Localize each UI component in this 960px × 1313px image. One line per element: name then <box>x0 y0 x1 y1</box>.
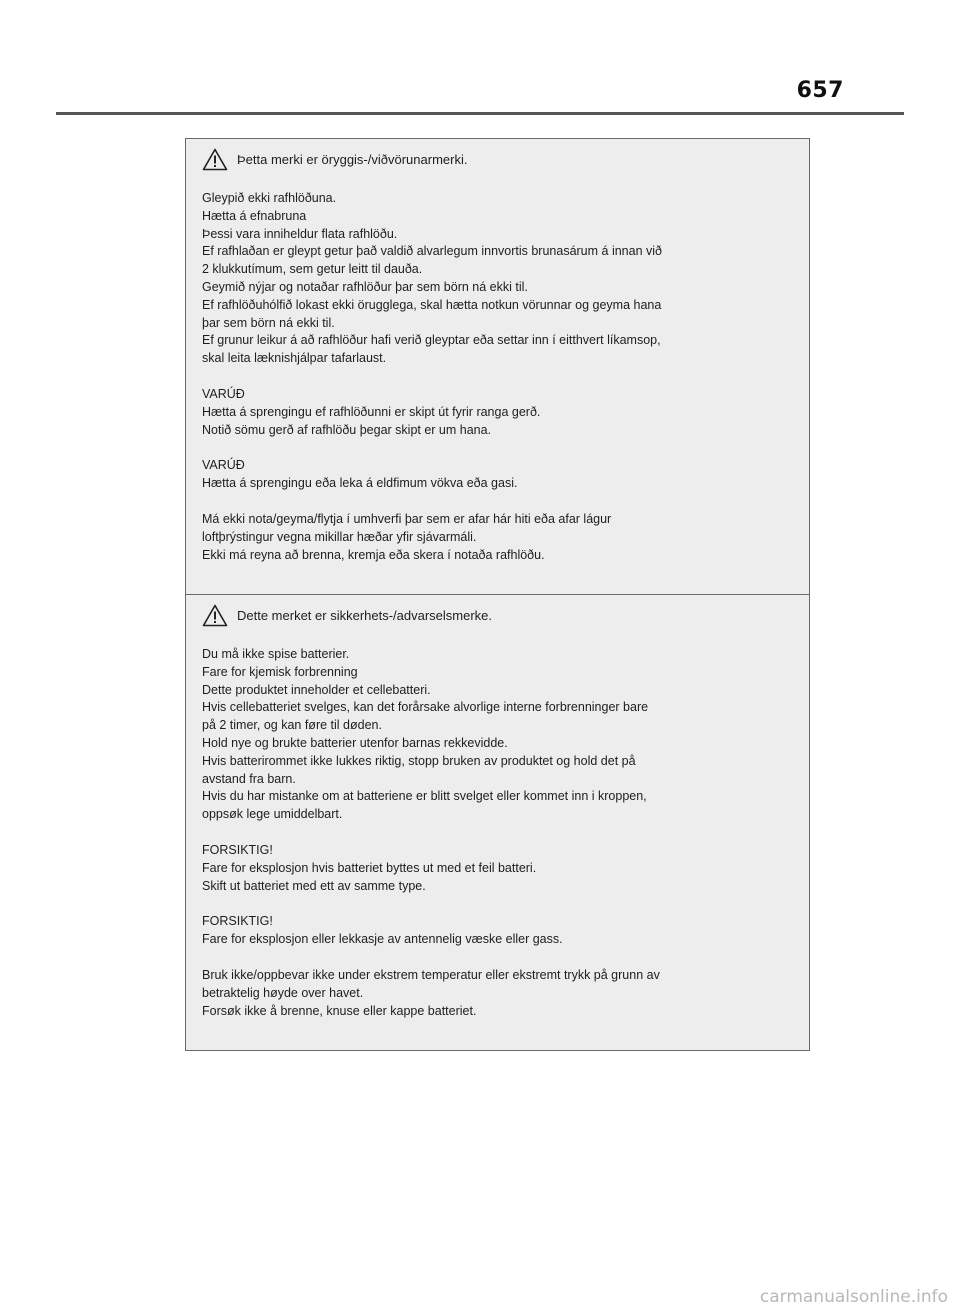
notice-header-text: Þetta merki er öryggis-/viðvörunarmerki. <box>237 151 468 167</box>
notice-block <box>202 457 797 493</box>
notice-line: Hvis du har mistanke om at batteriene er blitt svelget eller kommet inn i kroppen, <box>202 789 647 804</box>
notice-line: FORSIKTIG! <box>202 914 273 929</box>
notice-block <box>202 511 797 564</box>
notice-line: þar sem börn ná ekki til. <box>202 315 335 330</box>
notice-line: Fare for eksplosjon hvis batteriet byttes ut med et feil batteri. <box>202 860 537 875</box>
notice-line: Hvis batterirommet ikke lukkes riktig, stopp bruken av produktet og hold det på <box>202 753 636 768</box>
warning-triangle-icon <box>202 604 228 627</box>
notice-line: FORSIKTIG! <box>202 842 273 857</box>
notice-section-norwegian <box>186 594 809 1050</box>
notice-line: Skift ut batteriet med ett av samme type. <box>202 878 426 893</box>
notice-line: avstand fra barn. <box>202 771 296 786</box>
notice-line: VARÚÐ <box>202 458 245 473</box>
notice-line: Geymið nýjar og notaðar rafhlöður þar sem börn ná ekki til. <box>202 279 528 294</box>
notice-line: skal leita læknishjálpar tafarlaust. <box>202 351 387 366</box>
notice-line: Hvis cellebatteriet svelges, kan det forårsake alvorlige interne forbrenninger bare <box>202 700 649 715</box>
notice-line: Þessi vara inniheldur flata rafhlöðu. <box>202 226 398 241</box>
notice-line: betraktelig høyde over havet. <box>202 985 364 1000</box>
notice-header <box>202 601 797 629</box>
notice-line: Fare for kjemisk forbrenning <box>202 664 358 679</box>
notice-line: på 2 timer, og kan føre til døden. <box>202 718 382 733</box>
footer-watermark: carmanualsonline.info <box>759 1287 948 1307</box>
notice-block <box>202 386 797 439</box>
notice-line: Má ekki nota/geyma/flytja í umhverfi þar sem er afar hár hiti eða afar lágur <box>202 511 612 526</box>
notice-box <box>185 138 810 1051</box>
notice-block <box>202 842 797 895</box>
notice-block <box>202 646 797 824</box>
notice-line: Notið sömu gerð af rafhlöðu þegar skipt er um hana. <box>202 422 492 437</box>
notice-line: Ef rafhlöðuhólfið lokast ekki örugglega, skal hætta notkun vörunnar og geyma hana <box>202 297 662 312</box>
notice-block <box>202 913 797 949</box>
notice-line: Bruk ikke/oppbevar ikke under ekstrem temperatur eller ekstremt trykk på grunn av <box>202 967 660 982</box>
notice-line: 2 klukkutímum, sem getur leitt til dauða. <box>202 262 423 277</box>
notice-block <box>202 190 797 368</box>
notice-block <box>202 967 797 1020</box>
notice-line: Dette produktet inneholder et cellebatteri. <box>202 682 431 697</box>
notice-line: Hætta á efnabruna <box>202 208 307 223</box>
notice-line: oppsøk lege umiddelbart. <box>202 807 343 822</box>
notice-line: Fare for eksplosjon eller lekkasje av antennelig væske eller gass. <box>202 932 563 947</box>
notice-line: Forsøk ikke å brenne, knuse eller kappe batteriet. <box>202 1003 477 1018</box>
notice-line: Hætta á sprengingu ef rafhlöðunni er skipt út fyrir ranga gerð. <box>202 404 541 419</box>
page-number: 657 <box>796 78 844 103</box>
notice-line: Ef rafhlaðan er gleypt getur það valdið alvarlegum innvortis brunasárum á innan við <box>202 244 662 259</box>
warning-triangle-icon <box>202 148 228 171</box>
notice-line: VARÚÐ <box>202 386 245 401</box>
notice-line: Du må ikke spise batterier. <box>202 647 350 661</box>
notice-line: Gleypið ekki rafhlöðuna. <box>202 191 337 205</box>
notice-line: loftþrýstingur vegna mikillar hæðar yfir sjávarmáli. <box>202 529 477 544</box>
header-rule <box>56 112 904 115</box>
notice-line: Hætta á sprengingu eða leka á eldfimum vökva eða gasi. <box>202 476 518 491</box>
notice-section-icelandic <box>186 139 809 594</box>
notice-line: Hold nye og brukte batterier utenfor barnas rekkevidde. <box>202 735 508 750</box>
notice-header <box>202 145 797 173</box>
notice-line: Ef grunur leikur á að rafhlöður hafi verið gleyptar eða settar inn í eitthvert líkamsop, <box>202 333 661 348</box>
notice-header-text: Dette merket er sikkerhets-/advarselsmerke. <box>237 607 493 623</box>
notice-line: Ekki má reyna að brenna, kremja eða skera í notaða rafhlöðu. <box>202 547 545 562</box>
